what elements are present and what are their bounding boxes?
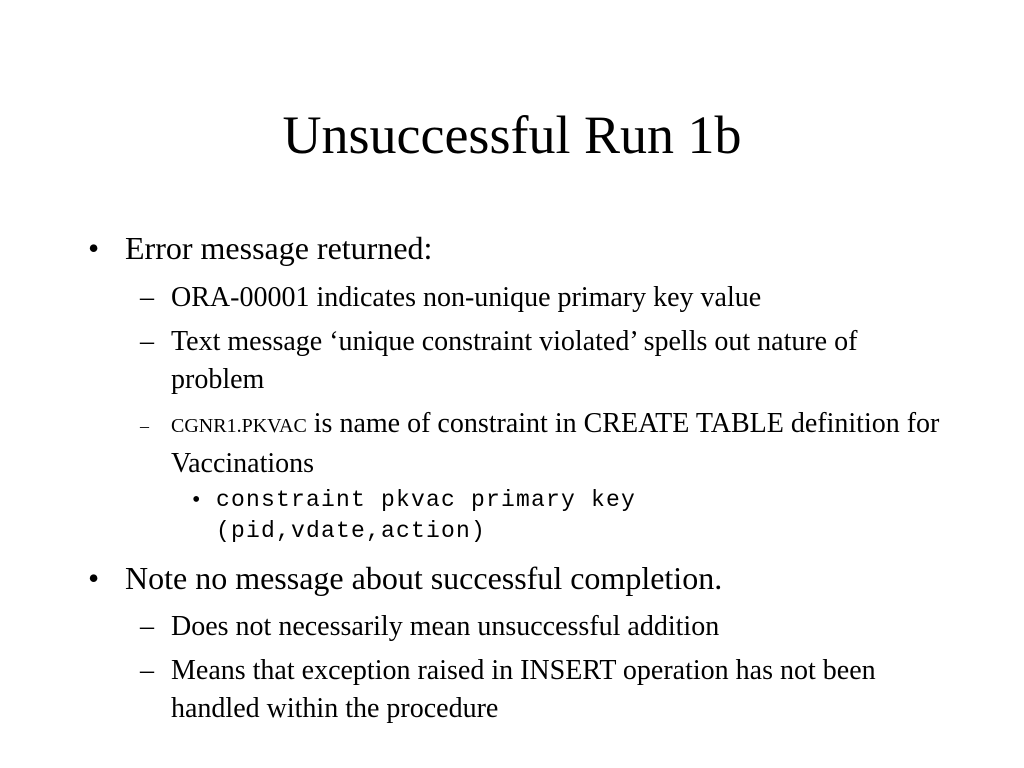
bullet-marker: • bbox=[88, 230, 100, 266]
sub-bullet-text: Does not necessarily mean unsuccessful addition bbox=[171, 611, 720, 642]
sub-bullet-item bbox=[140, 279, 940, 317]
bullet-text: Note no message about successful completion. bbox=[125, 560, 723, 596]
constraint-name: CGNR1.PKVAC bbox=[171, 415, 307, 437]
sub-bullet-item bbox=[140, 608, 940, 646]
sub-bullet-text-rest: is name of constraint in CREATE TABLE definition for Vaccinations bbox=[171, 408, 940, 479]
sub-bullet-item bbox=[140, 405, 950, 483]
bullet-marker: • bbox=[192, 487, 201, 513]
bullet-marker: • bbox=[88, 560, 100, 596]
dash-marker: – bbox=[140, 282, 154, 313]
sub-bullet-item bbox=[140, 323, 900, 399]
bullet-text: Error message returned: bbox=[125, 230, 433, 266]
sub-bullet-item bbox=[140, 652, 930, 728]
dash-marker: – bbox=[140, 655, 154, 686]
sub-bullet-text: Means that exception raised in INSERT operation has not been handled within the procedure bbox=[171, 655, 876, 724]
dash-marker: – bbox=[140, 326, 154, 357]
code-text: constraint pkvac primary key (pid,vdate,action) bbox=[216, 487, 637, 544]
sub-bullet-text: ORA-00001 indicates non-unique primary key value bbox=[171, 282, 762, 313]
slide-title: Unsuccessful Run 1b bbox=[282, 105, 742, 165]
dash-marker: – bbox=[140, 611, 154, 642]
dash-marker: – bbox=[140, 416, 149, 436]
sub-sub-bullet-item bbox=[192, 485, 752, 547]
sub-bullet-text bbox=[171, 405, 950, 483]
sub-bullet-text: Text message ‘unique constraint violated’ spells out nature of problem bbox=[171, 326, 858, 395]
